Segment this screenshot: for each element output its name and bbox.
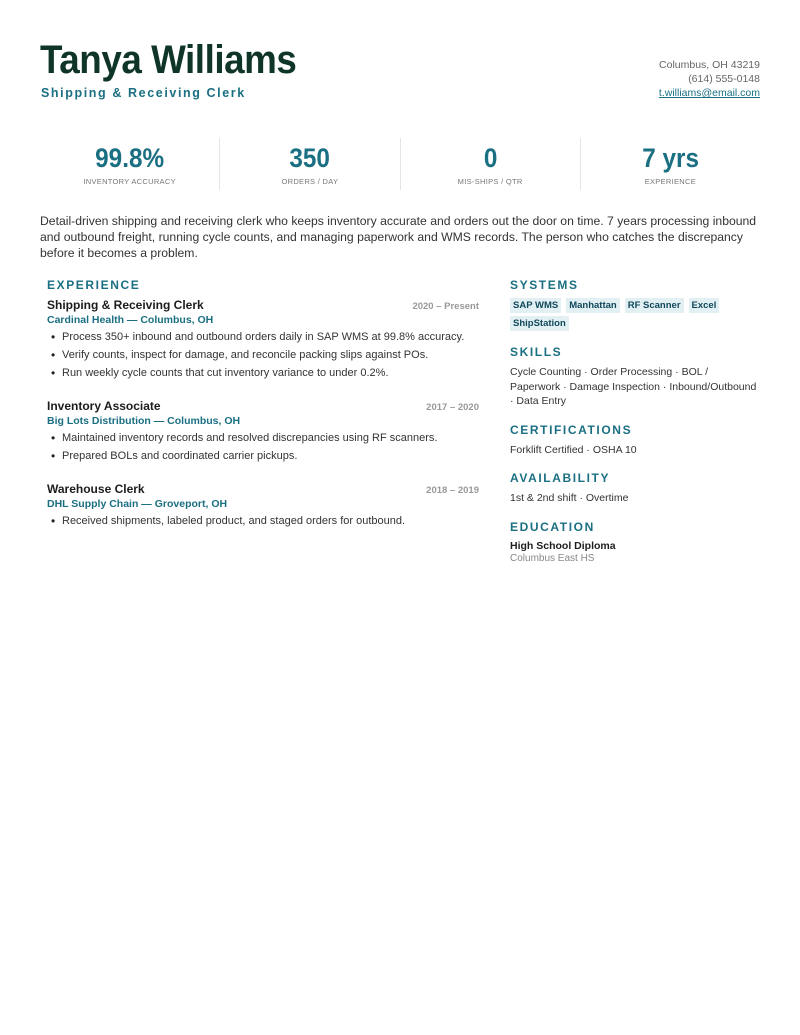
job-bullet: • Received shipments, labeled product, and staged orders for outbound. bbox=[47, 514, 479, 529]
stat-value: 7 yrs bbox=[641, 143, 699, 173]
contact-block bbox=[659, 58, 760, 100]
section-title-experience: EXPERIENCE bbox=[47, 278, 141, 292]
stat-label: ORDERS / DAY bbox=[281, 177, 339, 186]
job-dates: 2017 – 2020 bbox=[426, 402, 479, 413]
job-bullet: • Verify counts, inspect for damage, and reconcile packing slips against POs. bbox=[47, 348, 479, 363]
job-company: Cardinal Health — Columbus, OH bbox=[47, 314, 214, 326]
job-title: Shipping & Receiving Clerk bbox=[47, 298, 204, 312]
candidate-name: Tanya Williams bbox=[40, 38, 297, 82]
system-tag: RF Scanner bbox=[625, 298, 684, 313]
candidate-role: Shipping & Receiving Clerk bbox=[41, 86, 246, 100]
contact-location: Columbus, OH 43219 bbox=[659, 59, 760, 71]
stat-label: EXPERIENCE bbox=[644, 177, 697, 186]
stat-inventory-accuracy bbox=[40, 138, 220, 190]
skills-list: Cycle Counting · Order Processing · BOL / Paperwork · Damage Inspection · Inbound/Outbound · Data Entry bbox=[510, 366, 757, 407]
skills-section bbox=[510, 345, 760, 409]
availability-section bbox=[510, 471, 760, 506]
stat-orders-per-day bbox=[220, 138, 400, 190]
job-company: DHL Supply Chain — Groveport, OH bbox=[47, 498, 228, 510]
stat-value: 0 bbox=[483, 143, 497, 173]
section-title-certifications: CERTIFICATIONS bbox=[510, 422, 633, 437]
job-title: Warehouse Clerk bbox=[47, 482, 145, 496]
sidebar bbox=[510, 278, 760, 578]
job-bullet: • Run weekly cycle counts that cut inventory variance to under 0.2%. bbox=[47, 366, 479, 381]
job-bullets bbox=[47, 514, 479, 529]
job-entry bbox=[47, 399, 479, 464]
stat-value: 350 bbox=[289, 143, 331, 173]
job-header bbox=[47, 298, 479, 312]
education-section bbox=[510, 520, 760, 564]
certifications-list: Forklift Certified · OSHA 10 bbox=[510, 443, 637, 456]
experience-section bbox=[47, 278, 479, 547]
section-title-skills: SKILLS bbox=[510, 345, 563, 359]
job-bullets bbox=[47, 330, 479, 381]
stat-label: MIS-SHIPS / QTR bbox=[457, 177, 523, 186]
system-tag: Manhattan bbox=[566, 298, 620, 313]
job-bullet: • Process 350+ inbound and outbound orders daily in SAP WMS at 99.8% accuracy. bbox=[47, 330, 479, 345]
job-header bbox=[47, 399, 479, 413]
systems-section bbox=[510, 278, 760, 331]
system-tag: Excel bbox=[689, 298, 720, 313]
contact-email-link[interactable]: t.williams@email.com bbox=[658, 87, 760, 99]
stat-experience bbox=[581, 138, 760, 190]
job-entry bbox=[47, 298, 479, 381]
certifications-section bbox=[510, 423, 760, 458]
system-tag: SAP WMS bbox=[510, 298, 561, 313]
job-dates: 2020 – Present bbox=[412, 301, 479, 312]
systems-tags bbox=[510, 298, 760, 331]
stat-mis-ships bbox=[401, 138, 581, 190]
system-tag: ShipStation bbox=[510, 316, 569, 331]
section-title-education: EDUCATION bbox=[510, 519, 595, 534]
job-title: Inventory Associate bbox=[47, 399, 161, 413]
job-company: Big Lots Distribution — Columbus, OH bbox=[47, 415, 241, 427]
availability-text: 1st & 2nd shift · Overtime bbox=[510, 492, 629, 504]
job-entry bbox=[47, 482, 479, 529]
job-header bbox=[47, 482, 479, 496]
job-bullet: • Prepared BOLs and coordinated carrier pickups. bbox=[47, 449, 479, 464]
stat-value: 99.8% bbox=[95, 143, 165, 173]
job-dates: 2018 – 2019 bbox=[426, 485, 479, 496]
education-degree: High School Diploma bbox=[510, 539, 616, 552]
stat-label: INVENTORY ACCURACY bbox=[83, 177, 176, 186]
section-title-availability: AVAILABILITY bbox=[510, 471, 611, 485]
education-school: Columbus East HS bbox=[510, 552, 595, 564]
section-title-systems: SYSTEMS bbox=[510, 278, 579, 292]
stats-bar bbox=[40, 138, 760, 190]
summary-paragraph: Detail-driven shipping and receiving clerk who keeps inventory accurate and orders out the door on time. 7 years processing inbound and outbound freight, running cycle counts, and managing paperwork and WMS records. The person who catches the discrepancy before it becomes a problem. bbox=[40, 214, 757, 260]
contact-phone: (614) 555-0148 bbox=[688, 73, 760, 85]
job-bullets bbox=[47, 431, 479, 464]
job-bullet: • Maintained inventory records and resolved discrepancies using RF scanners. bbox=[47, 431, 479, 446]
